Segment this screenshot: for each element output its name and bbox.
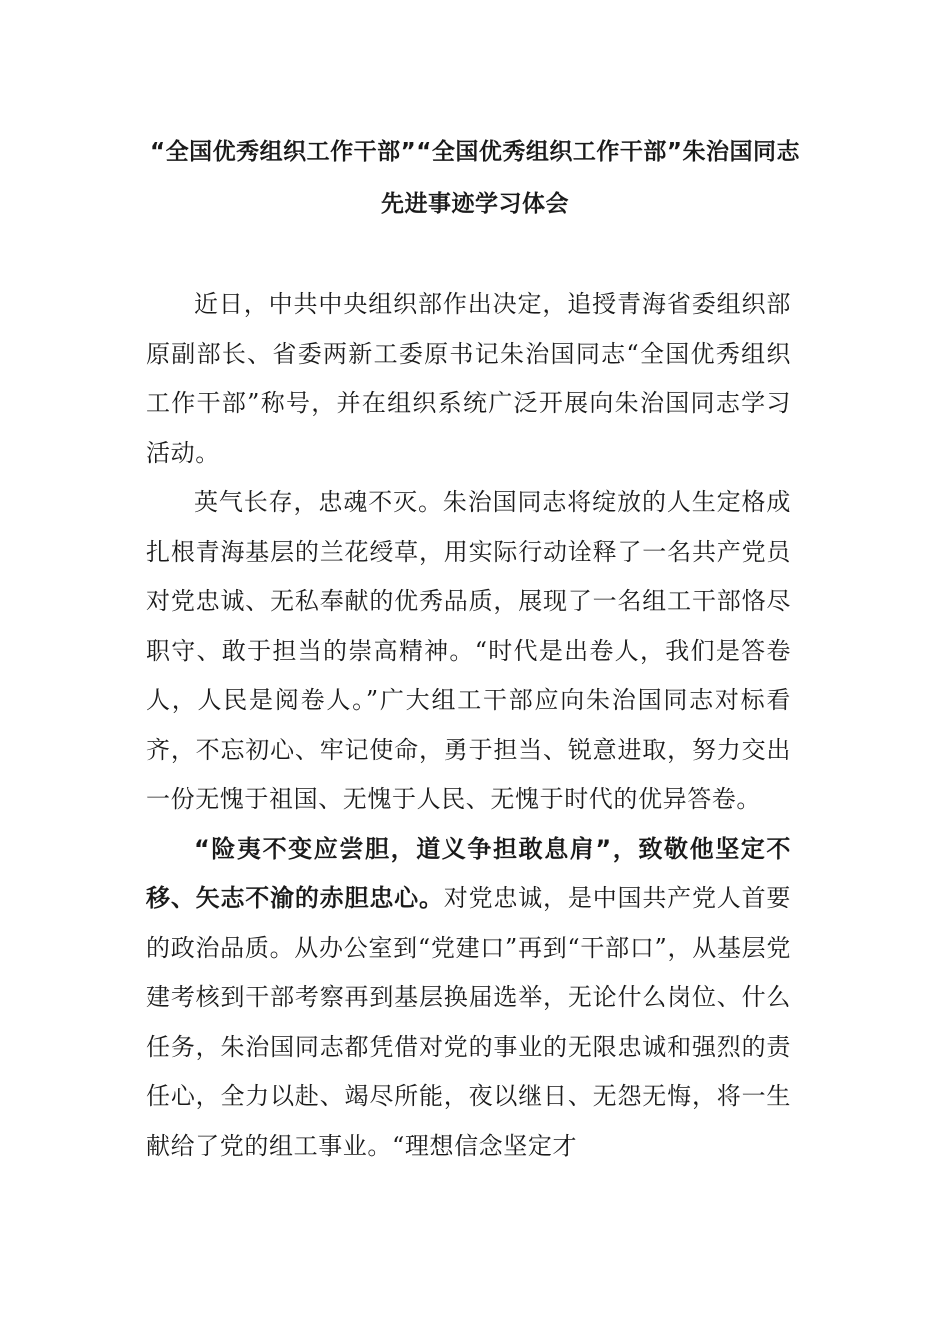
paragraph-1 bbox=[146, 280, 791, 478]
paragraph-3 bbox=[146, 825, 791, 1172]
document-body bbox=[146, 280, 791, 1171]
document-title: “全国优秀组织工作干部”“全国优秀组织工作干部”朱治国同志先进事迹学习体会 bbox=[150, 139, 800, 217]
paragraph-3-lead: “险夷不变应尝胆，道义争担敢息肩”，致敬他坚定不移、矢志不渝的赤胆忠心。 bbox=[146, 834, 791, 912]
paragraph-2-text: 英气长存，忠魂不灭。朱治国同志将绽放的人生定格成扎根青海基层的兰花绶草，用实际行动诠释了一名共产党员对党忠诚、无私奉献的优秀品质，展现了一名组工干部恪尽职守、敢于担当的崇高精神。“时代是出卷人，我们是答卷人，人民是阅卷人。”广大组工干部应向朱治国同志对标看齐，不忘初心、牢记使命，勇于担当、锐意进取，努力交出一份无愧于祖国、无愧于人民、无愧于时代的优异答卷。 bbox=[146, 488, 791, 813]
paragraph-2 bbox=[146, 478, 791, 825]
paragraph-1-text: 近日，中共中央组织部作出决定，追授青海省委组织部原副部长、省委两新工委原书记朱治国同志“全国优秀组织工作干部”称号，并在组织系统广泛开展向朱治国同志学习活动。 bbox=[146, 290, 791, 467]
paragraph-3-text: 对党忠诚，是中国共产党人首要的政治品质。从办公室到“党建口”再到“干部口”，从基层党建考核到干部考察再到基层换届选举，无论什么岗位、什么任务，朱治国同志都凭借对党的事业的无限忠诚和强烈的责任心，全力以赴、竭尽所能，夜以继日、无怨无悔，将一生献给了党的组工事业。“理想信念坚定才 bbox=[146, 884, 791, 1160]
